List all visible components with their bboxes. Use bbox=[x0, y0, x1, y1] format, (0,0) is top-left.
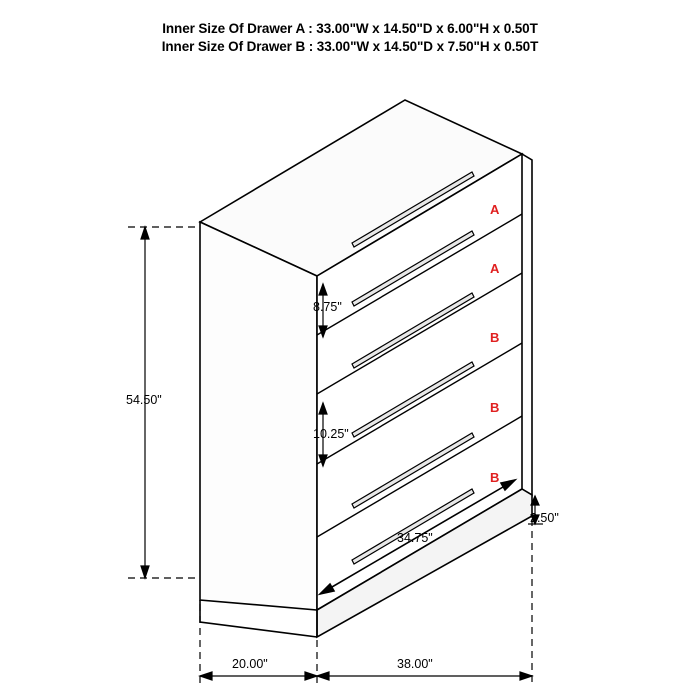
width-label: 38.00" bbox=[397, 657, 433, 671]
drawer-a-height-label: 8.75" bbox=[313, 300, 342, 314]
drawer-tag-4: B bbox=[490, 400, 500, 415]
drawer-tag-5: B bbox=[490, 470, 500, 485]
drawer-tag-2: A bbox=[490, 261, 500, 276]
height-arrow-top bbox=[141, 227, 149, 239]
cabinet-left-side-face bbox=[200, 222, 317, 610]
width-arrow-left bbox=[317, 672, 329, 680]
height-arrow-bottom bbox=[141, 566, 149, 578]
drawer-a-spec-line: Inner Size Of Drawer A : 33.00"W x 14.50"D x 6.00"H x 0.50T bbox=[162, 21, 538, 36]
drawer-b-height-label: 10.25" bbox=[313, 427, 349, 441]
drawer-b-spec-line: Inner Size Of Drawer B : 33.00"W x 14.50"D x 7.50"H x 0.50T bbox=[161, 39, 539, 54]
drawer-tag-3: B bbox=[490, 330, 500, 345]
depth-label: 20.00" bbox=[232, 657, 268, 671]
width-arrow-right bbox=[520, 672, 532, 680]
cabinet-right-edge bbox=[522, 154, 532, 495]
overall-height-label: 54.50" bbox=[126, 393, 162, 407]
diagonal-width-label: 34.75" bbox=[397, 531, 433, 545]
base-height-label: 2.50" bbox=[530, 511, 559, 525]
drawer-tag-1: A bbox=[490, 202, 500, 217]
depth-arrow-left bbox=[200, 672, 212, 680]
